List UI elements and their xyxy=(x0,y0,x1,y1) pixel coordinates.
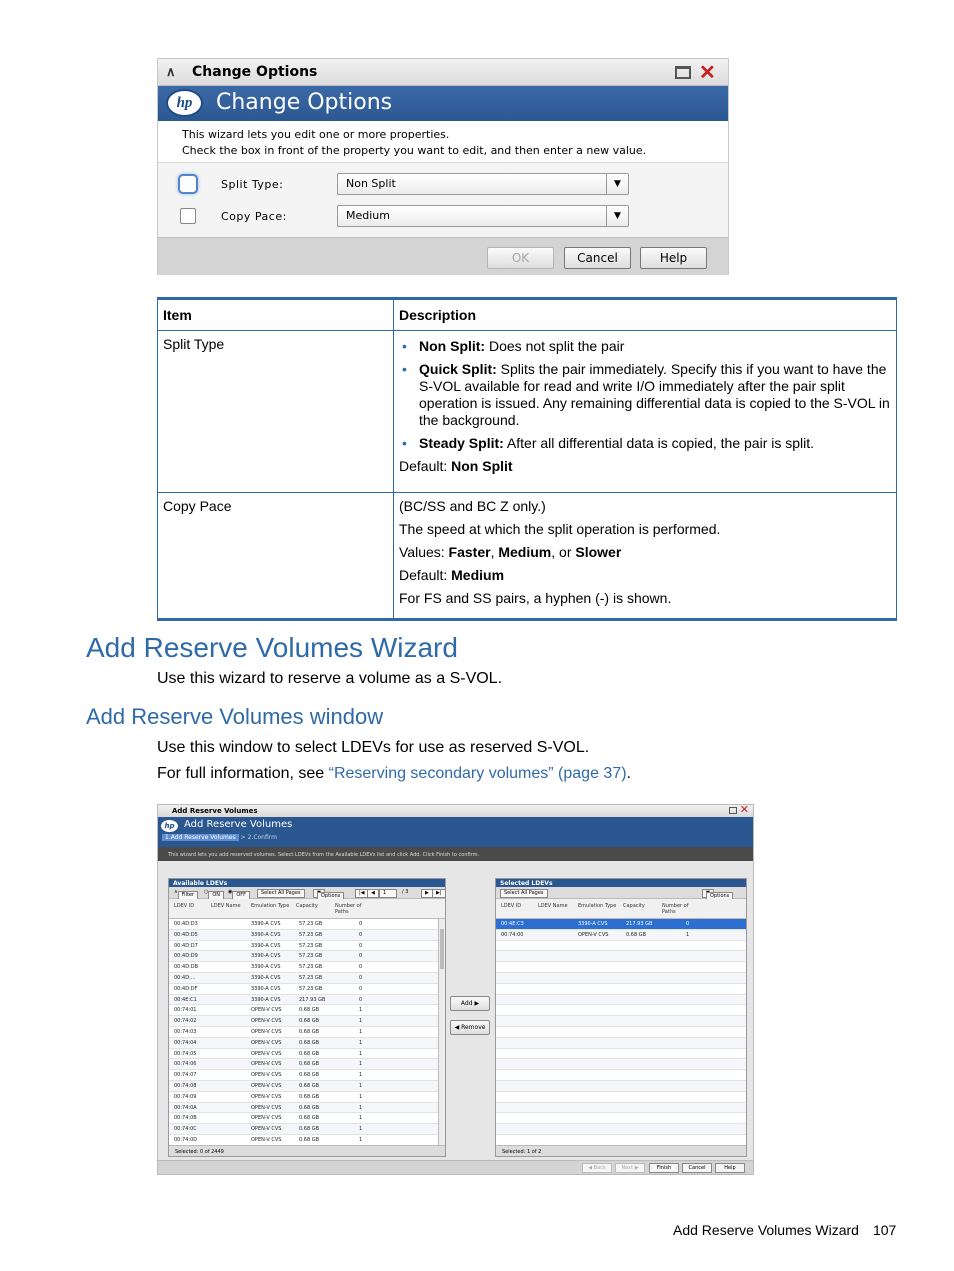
cell-number-of-paths: 1 xyxy=(359,1072,363,1079)
cell-ldev-id: 00:74:05 xyxy=(174,1050,197,1057)
cell-emulation-type: 3390-A CVS xyxy=(251,964,281,971)
desc-split-type xyxy=(394,331,897,493)
last-page-button[interactable]: ▶| xyxy=(432,889,446,898)
cell-number-of-paths: 0 xyxy=(359,953,363,960)
cell-emulation-type: OPEN-V CVS xyxy=(251,1126,282,1133)
cell-number-of-paths: 1 xyxy=(359,1115,363,1122)
table-row[interactable] xyxy=(169,962,445,973)
table-row[interactable] xyxy=(496,1038,746,1049)
cell-capacity: 0.68 GB xyxy=(299,1007,320,1014)
cell-capacity: 57.23 GB xyxy=(299,931,323,938)
table-row[interactable] xyxy=(496,1070,746,1081)
split-type-checkbox[interactable] xyxy=(178,174,198,194)
table-row[interactable] xyxy=(496,951,746,962)
cell-emulation-type: OPEN-V CVS xyxy=(251,1061,282,1068)
cancel-button[interactable]: Cancel xyxy=(564,247,631,269)
cell-emulation-type: 3390-A CVS xyxy=(578,921,608,927)
table-row[interactable] xyxy=(169,1016,445,1027)
cell-capacity: 0.68 GB xyxy=(299,1018,320,1025)
cell-emulation-type: 3390-A CVS xyxy=(251,996,281,1003)
list-item xyxy=(399,361,891,429)
intro-line-1: This wizard lets you edit one or more properties. xyxy=(182,128,450,141)
cell-number-of-paths: 1 xyxy=(359,1050,363,1057)
split-type-list xyxy=(399,338,891,452)
table-row xyxy=(158,331,897,493)
back-button[interactable]: ◀ Back xyxy=(582,1163,612,1173)
footer-title: Add Reserve Volumes Wizard xyxy=(673,1222,859,1238)
select-all-pages-button[interactable]: Select All Pages xyxy=(500,889,548,898)
table-row[interactable] xyxy=(169,1049,445,1060)
cell-ldev-id: 00:4D:D5 xyxy=(174,931,198,938)
cell-ldev-id: 00:74:04 xyxy=(174,1039,197,1046)
hp-logo: hp xyxy=(166,89,203,117)
copy-pace-checkbox[interactable] xyxy=(180,208,196,224)
cell-number-of-paths: 1 xyxy=(686,931,690,938)
cell-number-of-paths: 0 xyxy=(359,921,363,927)
window-titlebar xyxy=(158,805,753,817)
cell-ldev-id: 00:4D:D7 xyxy=(174,942,198,949)
wizard-steps xyxy=(162,834,277,841)
close-icon[interactable]: ✕ xyxy=(739,804,749,816)
cell-number-of-paths: 1 xyxy=(359,1028,363,1035)
split-type-default xyxy=(399,458,891,475)
cell-number-of-paths: 1 xyxy=(359,1104,363,1111)
chevron-down-icon[interactable]: ▼ xyxy=(606,206,628,226)
values-sep: , or xyxy=(551,544,576,560)
cell-capacity: 57.23 GB xyxy=(299,985,323,992)
split-type-row xyxy=(158,171,728,199)
dialog-title: Change Options xyxy=(192,64,318,80)
cell-ldev-id: 00:74:0A xyxy=(174,1104,197,1111)
cell-capacity: 217.93 GB xyxy=(299,996,326,1003)
options-text: Options xyxy=(706,892,733,901)
split-type-label: Split Type: xyxy=(221,178,284,191)
cell-emulation-type: OPEN-V CVS xyxy=(251,1115,282,1122)
default-label: Default: xyxy=(399,458,452,474)
col-number-of-paths[interactable]: Number of Paths xyxy=(662,903,689,915)
maximize-icon[interactable] xyxy=(729,807,737,814)
value-slower: Slower xyxy=(575,544,622,560)
cell-number-of-paths: 0 xyxy=(359,931,363,938)
cell-number-of-paths: 1 xyxy=(359,1082,363,1089)
finish-button[interactable]: Finish xyxy=(649,1163,679,1173)
cell-ldev-id: 00:4D:... xyxy=(174,974,196,981)
cancel-button[interactable]: Cancel xyxy=(682,1163,712,1173)
text-non-split: Does not split the pair xyxy=(485,338,625,354)
cell-capacity: 0.68 GB xyxy=(299,1028,320,1035)
chevron-down-icon[interactable]: ▼ xyxy=(606,174,628,194)
text-suffix: . xyxy=(626,765,631,782)
copy-pace-value: Medium xyxy=(346,209,390,222)
list-item xyxy=(399,435,891,452)
first-page-button[interactable]: |◀ xyxy=(355,889,369,898)
table-row[interactable] xyxy=(169,1113,445,1124)
cell-capacity: 57.23 GB xyxy=(299,942,323,949)
options-button[interactable] xyxy=(702,889,730,899)
cell-emulation-type: 3390-A CVS xyxy=(251,985,281,992)
table-row[interactable] xyxy=(169,1059,445,1070)
term-quick-split: Quick Split: xyxy=(419,361,497,377)
window-title: Add Reserve Volumes xyxy=(172,807,258,815)
copy-pace-row xyxy=(158,203,728,231)
cell-emulation-type: OPEN-V CVS xyxy=(251,1050,282,1057)
wizard-button-bar xyxy=(158,1160,753,1174)
cell-emulation-type: OPEN-V CVS xyxy=(251,1136,282,1143)
add-reserve-volumes-window xyxy=(157,804,754,1175)
cell-ldev-id: 00:74:01 xyxy=(174,1007,197,1014)
cell-capacity: 0.68 GB xyxy=(299,1082,320,1089)
default-value: Non Split xyxy=(451,458,513,474)
filter-on-text: ON xyxy=(208,891,224,900)
cell-capacity: 0.68 GB xyxy=(299,1115,320,1122)
cell-number-of-paths: 1 xyxy=(359,1136,363,1143)
cell-emulation-type: 3390-A CVS xyxy=(251,974,281,981)
cell-emulation-type: OPEN-V CVS xyxy=(251,1007,282,1014)
col-emulation-type[interactable]: Emulation Type xyxy=(251,903,290,909)
cell-emulation-type: OPEN-V CVS xyxy=(578,931,609,938)
page-count: / 3 xyxy=(402,889,409,895)
text-quick-split: Splits the pair immediately. Specify this if you want to have the S-VOL available for read and write I/O immediately after the pair split operation is issued. Any remaining differential data is copied to the S-VOL in the background. xyxy=(419,361,890,428)
table-row[interactable] xyxy=(169,919,445,930)
default-value: Medium xyxy=(451,567,505,583)
filter-off-radio[interactable]: ◉ OFF xyxy=(225,889,235,896)
banner-title: Change Options xyxy=(216,90,393,115)
scrollbar-thumb[interactable] xyxy=(440,929,444,969)
step-separator: > xyxy=(240,834,246,841)
cell-emulation-type: OPEN-V CVS xyxy=(251,1093,282,1100)
table-row[interactable] xyxy=(169,1038,445,1049)
reserving-secondary-volumes-link[interactable]: “Reserving secondary volumes” (page 37) xyxy=(328,765,627,782)
available-scrollbar[interactable] xyxy=(438,919,445,1145)
cell-emulation-type: 3390-A CVS xyxy=(251,921,281,927)
cell-ldev-id: 00:74:0C xyxy=(174,1126,197,1133)
col-number-of-paths[interactable]: Number of Paths xyxy=(335,903,362,915)
table-row[interactable] xyxy=(169,973,445,984)
table-row[interactable] xyxy=(496,1113,746,1124)
select-all-pages-button[interactable]: Select All Pages xyxy=(257,889,305,898)
table-row[interactable] xyxy=(169,1124,445,1135)
cell-number-of-paths: 1 xyxy=(359,1018,363,1025)
col-capacity[interactable]: Capacity xyxy=(623,903,645,909)
term-non-split: Non Split: xyxy=(419,338,486,354)
cell-number-of-paths: 0 xyxy=(359,996,363,1003)
col-ldev-name[interactable]: LDEV Name xyxy=(538,903,568,909)
hp-logo: hp xyxy=(161,820,178,832)
cell-emulation-type: 3390-A CVS xyxy=(251,931,281,938)
dialog-banner xyxy=(158,86,728,121)
col-emulation-type[interactable]: Emulation Type xyxy=(578,903,617,909)
window-banner xyxy=(158,817,753,847)
table-row xyxy=(158,493,897,620)
table-row[interactable] xyxy=(169,1070,445,1081)
cell-number-of-paths: 0 xyxy=(359,985,363,992)
copy-pace-fs-note: For FS and SS pairs, a hyphen (-) is shown. xyxy=(399,590,672,606)
cell-number-of-paths: 1 xyxy=(359,1126,363,1133)
selected-footer: Selected: 1 of 2 xyxy=(496,1145,746,1156)
section-intro: Use this wizard to reserve a volume as a S-VOL. xyxy=(157,670,503,687)
section-subheading: Add Reserve Volumes window xyxy=(86,704,384,729)
cell-capacity: 0.68 GB xyxy=(299,1050,320,1057)
col-ldev-id[interactable]: LDEV ID xyxy=(501,903,522,909)
cell-emulation-type: 3390-A CVS xyxy=(251,953,281,960)
cell-number-of-paths: 1 xyxy=(359,1061,363,1068)
step-current: 1.Add Reserve Volumes xyxy=(162,834,239,841)
banner-title: Add Reserve Volumes xyxy=(184,819,293,830)
cell-capacity: 0.68 GB xyxy=(626,931,647,938)
selected-column-headers xyxy=(496,899,746,919)
cell-emulation-type: OPEN-V CVS xyxy=(251,1072,282,1079)
selected-ldevs-panel xyxy=(495,878,747,1157)
cell-number-of-paths: 0 xyxy=(359,974,363,981)
options-table xyxy=(157,297,897,621)
change-options-dialog xyxy=(157,58,729,275)
table-row[interactable] xyxy=(496,962,746,973)
table-row[interactable] xyxy=(496,919,746,930)
cell-number-of-paths: 0 xyxy=(359,964,363,971)
ok-button[interactable]: OK xyxy=(487,247,554,269)
cell-capacity: 0.68 GB xyxy=(299,1104,320,1111)
copy-pace-select[interactable] xyxy=(337,205,629,227)
available-toolbar xyxy=(169,887,445,899)
item-split-type: Split Type xyxy=(158,331,394,493)
table-row[interactable] xyxy=(496,973,746,984)
header-item: Item xyxy=(158,299,394,331)
filter-off-text: OFF xyxy=(232,891,250,900)
table-row[interactable] xyxy=(169,1005,445,1016)
cell-emulation-type: OPEN-V CVS xyxy=(251,1039,282,1046)
table-row[interactable] xyxy=(496,1016,746,1027)
table-row[interactable] xyxy=(169,1103,445,1114)
remove-button[interactable]: ◀ Remove xyxy=(450,1020,490,1035)
prev-page-button[interactable]: ◀ xyxy=(367,889,379,898)
table-row[interactable] xyxy=(169,984,445,995)
page-number: 107 xyxy=(872,1222,897,1238)
table-row[interactable] xyxy=(169,951,445,962)
cell-emulation-type: OPEN-V CVS xyxy=(251,1104,282,1111)
table-row[interactable] xyxy=(496,1124,746,1135)
table-row[interactable] xyxy=(496,995,746,1006)
filter-label[interactable]: ∧ Filter xyxy=(171,889,181,896)
table-row[interactable] xyxy=(169,995,445,1006)
cell-ldev-id: 00:74:0D xyxy=(174,1136,198,1143)
table-row[interactable] xyxy=(496,941,746,952)
col-capacity[interactable]: Capacity xyxy=(296,903,318,909)
table-row[interactable] xyxy=(496,1027,746,1038)
cell-ldev-id: 00:74:00 xyxy=(501,931,524,938)
dialog-titlebar xyxy=(158,59,728,86)
table-row[interactable] xyxy=(169,941,445,952)
help-button[interactable]: Help xyxy=(715,1163,745,1173)
cell-capacity: 217.93 GB xyxy=(626,921,653,927)
next-page-button[interactable]: ▶ xyxy=(421,889,433,898)
cell-capacity: 0.68 GB xyxy=(299,1039,320,1046)
cell-capacity: 57.23 GB xyxy=(299,953,323,960)
filter-on-radio[interactable]: ○ ON xyxy=(201,889,211,896)
table-row[interactable] xyxy=(496,1049,746,1060)
cell-number-of-paths: 1 xyxy=(359,1007,363,1014)
table-row[interactable] xyxy=(496,1005,746,1016)
copy-pace-default xyxy=(399,567,891,584)
copy-pace-desc: The speed at which the split operation is performed. xyxy=(399,521,721,537)
intro-line-2: Check the box in front of the property you want to edit, and then enter a new value. xyxy=(182,144,647,157)
table-row[interactable] xyxy=(496,1092,746,1103)
cell-number-of-paths: 1 xyxy=(359,1039,363,1046)
close-icon[interactable]: ✕ xyxy=(699,62,716,84)
table-row[interactable] xyxy=(496,984,746,995)
copy-pace-values xyxy=(399,544,891,561)
cell-emulation-type: OPEN-V CVS xyxy=(251,1018,282,1025)
cell-capacity: 57.23 GB xyxy=(299,964,323,971)
value-faster: Faster xyxy=(448,544,491,560)
cell-ldev-id: 00:74:0B xyxy=(174,1115,197,1122)
section-text-2 xyxy=(157,765,631,783)
cell-capacity: 0.68 GB xyxy=(299,1136,320,1143)
cell-capacity: 0.68 GB xyxy=(299,1093,320,1100)
col-ldev-name[interactable]: LDEV Name xyxy=(211,903,241,909)
cell-ldev-id: 00:4D:D9 xyxy=(174,953,198,960)
step-next: 2.Confirm xyxy=(247,834,277,841)
available-column-headers xyxy=(169,899,445,919)
cell-capacity: 57.23 GB xyxy=(299,974,323,981)
available-ldevs-panel xyxy=(168,878,446,1157)
options-button[interactable] xyxy=(313,889,341,899)
dialog-footer xyxy=(158,237,728,275)
text-prefix: For full information, see xyxy=(157,765,329,782)
table-row[interactable] xyxy=(169,1027,445,1038)
cell-capacity: 0.68 GB xyxy=(299,1061,320,1068)
cell-ldev-id: 00:74:09 xyxy=(174,1093,197,1100)
cell-capacity: 0.68 GB xyxy=(299,1126,320,1133)
page-footer xyxy=(673,1222,896,1238)
table-header-row xyxy=(158,299,897,331)
selected-ldevs-header: Selected LDEVs xyxy=(496,879,746,887)
selected-rows xyxy=(496,919,746,1146)
value-medium: Medium xyxy=(498,544,552,560)
cell-ldev-id: 00:4E:C3 xyxy=(501,921,524,927)
maximize-icon[interactable] xyxy=(675,66,691,79)
cell-ldev-id: 00:74:08 xyxy=(174,1082,197,1089)
table-row[interactable] xyxy=(169,1092,445,1103)
filter-text: Filter xyxy=(178,891,198,900)
header-description: Description xyxy=(394,299,897,331)
table-row[interactable] xyxy=(496,1103,746,1114)
default-label: Default: xyxy=(399,567,452,583)
cell-emulation-type: OPEN-V CVS xyxy=(251,1028,282,1035)
cell-number-of-paths: 1 xyxy=(359,1093,363,1100)
item-copy-pace: Copy Pace xyxy=(158,493,394,620)
cell-ldev-id: 00:74:07 xyxy=(174,1072,197,1079)
copy-pace-note: (BC/SS and BC Z only.) xyxy=(399,498,546,514)
copy-pace-label: Copy Pace: xyxy=(221,210,287,223)
table-row[interactable] xyxy=(169,1081,445,1092)
cell-ldev-id: 00:4D:DF xyxy=(174,985,198,992)
page-input[interactable]: 1 xyxy=(379,889,397,898)
text-steady-split: After all differential data is copied, the pair is split. xyxy=(503,435,815,451)
cell-capacity: 0.68 GB xyxy=(299,1072,320,1079)
section-heading: Add Reserve Volumes Wizard xyxy=(86,632,458,663)
desc-copy-pace xyxy=(394,493,897,620)
cell-emulation-type: OPEN-V CVS xyxy=(251,1082,282,1089)
cell-ldev-id: 00:4E:C1 xyxy=(174,996,197,1003)
collapse-icon[interactable]: ∧ xyxy=(166,64,176,79)
table-row[interactable] xyxy=(496,1059,746,1070)
available-footer: Selected: 0 of 2449 xyxy=(169,1145,445,1156)
next-button[interactable]: Next ▶ xyxy=(615,1163,645,1173)
add-button[interactable]: Add ▶ xyxy=(450,996,490,1011)
split-type-select[interactable] xyxy=(337,173,629,195)
cell-ldev-id: 00:4D:D3 xyxy=(174,921,198,927)
table-row[interactable] xyxy=(496,1081,746,1092)
term-steady-split: Steady Split: xyxy=(419,435,504,451)
available-ldevs-header: Available LDEVs xyxy=(169,879,445,887)
col-ldev-id[interactable]: LDEV ID xyxy=(174,903,195,909)
cell-ldev-id: 00:4D:DB xyxy=(174,964,199,971)
values-sep: , xyxy=(490,544,499,560)
section-text-1: Use this window to select LDEVs for use as reserved S-VOL. xyxy=(157,739,590,756)
table-row[interactable] xyxy=(169,930,445,941)
cell-ldev-id: 00:74:02 xyxy=(174,1018,197,1025)
available-rows xyxy=(169,919,445,1146)
cell-emulation-type: 3390-A CVS xyxy=(251,942,281,949)
help-button[interactable]: Help xyxy=(640,247,707,269)
cell-capacity: 57.23 GB xyxy=(299,921,323,927)
dialog-intro xyxy=(158,121,728,163)
cell-number-of-paths: 0 xyxy=(359,942,363,949)
selected-toolbar xyxy=(496,887,746,899)
cell-ldev-id: 00:74:06 xyxy=(174,1061,197,1068)
list-item xyxy=(399,338,891,355)
split-type-value: Non Split xyxy=(346,177,396,190)
cell-ldev-id: 00:74:03 xyxy=(174,1028,197,1035)
cell-number-of-paths: 0 xyxy=(686,921,690,927)
values-label: Values: xyxy=(399,544,449,560)
options-text: Options xyxy=(317,892,344,901)
table-row[interactable] xyxy=(496,930,746,941)
wizard-instruction: This wizard lets you add reserved volumes. Select LDEVs from the Available LDEVs list and click Add. Click Finish to confirm. xyxy=(158,847,753,861)
